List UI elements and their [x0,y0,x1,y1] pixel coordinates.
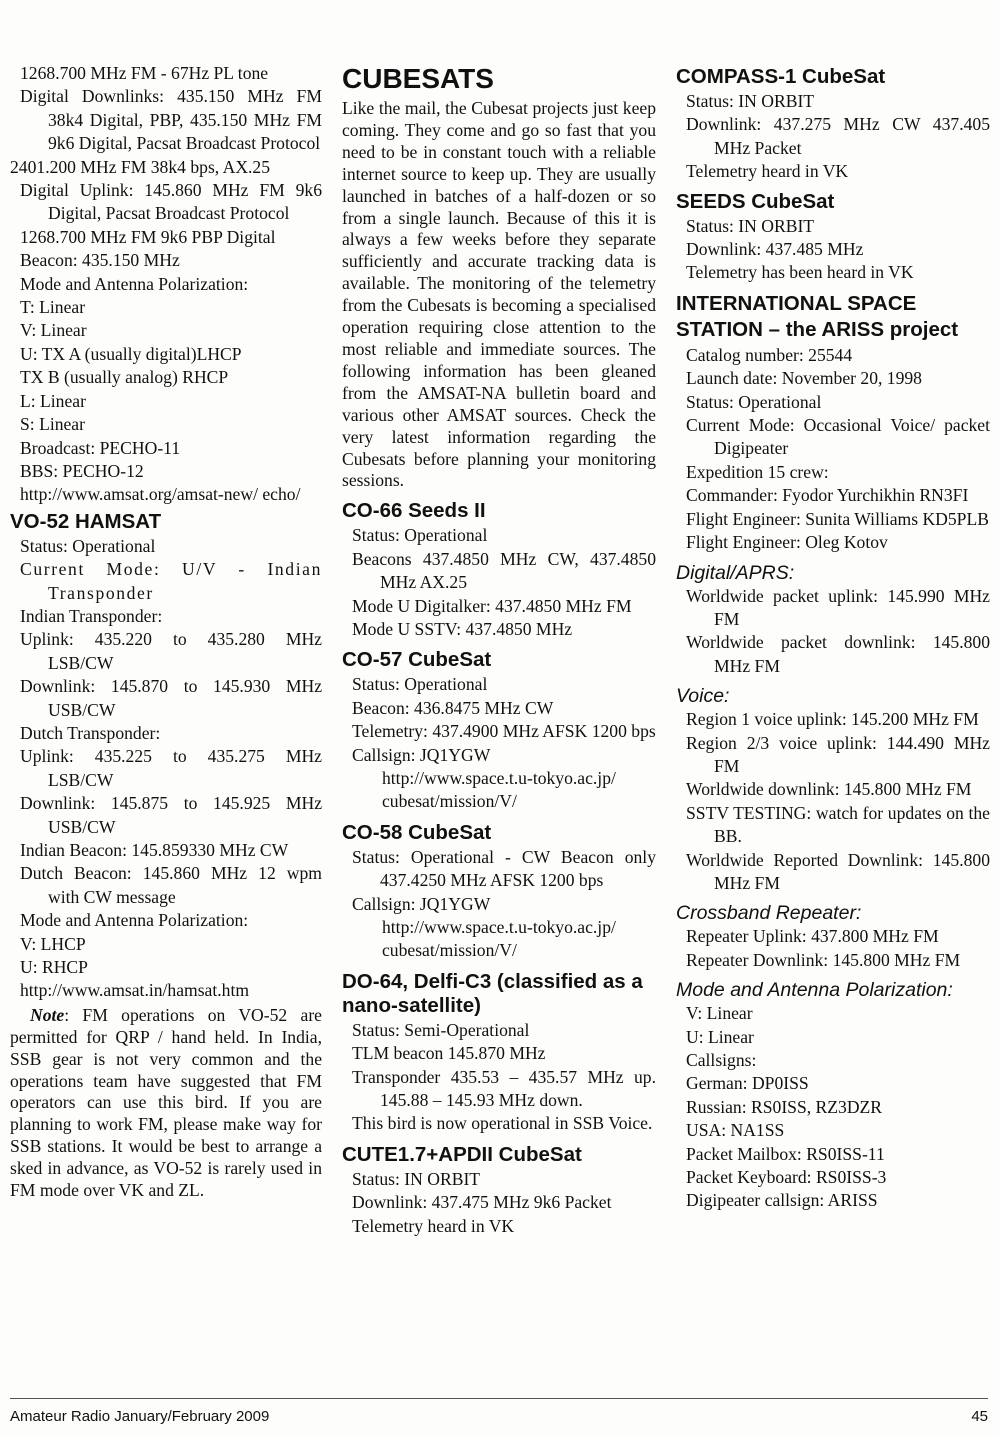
text-line: Digipeater callsign: ARISS [686,1190,878,1211]
text-line: Launch date: November 20, 1998 [686,368,922,389]
text-line: Dutch Beacon: 145.860 MHz 12 wpm with CW message [20,863,322,907]
text-line: Flight Engineer: Sunita Williams KD5PLB [686,508,989,529]
subheading-mode-polarization: Mode and Antenna Polarization: [676,979,953,1002]
text-line: Expedition 15 crew: [686,461,829,482]
text-line: Downlink: 145.870 to 145.930 MHz USB/CW [20,676,322,720]
text-line: Digital Uplink: 145.860 MHz FM 9k6 Digital, Pacsat Broadcast Protocol [20,180,322,224]
text-line: Status: Operational [686,391,822,412]
intro-paragraph: Like the mail, the Cubesat projects just keep coming. They come and go so fast that you need to be in constant touch with a reliable internet source to keep up. They are usually launched in batches of a half-dozen or so from a single launch. Because of this it is always a few weeks before they separate sufficiently and accurate tracking data is available. The monitoring of the telemetry from the Cubesats is becoming a specialised operation requiring close attention to the most reliable and immediate sources. The following information has been gleaned from the AMSAT-NA bulletin board and various other AMSAT sources. Check the very latest information regarding the Cubesats before planning your monitoring sessions. [342,98,656,491]
text-line: Repeater Uplink: 437.800 MHz FM [686,926,939,947]
text-line: Callsigns: [686,1050,757,1070]
text-line: Telemetry heard in VK [686,161,849,182]
publication-title: Amateur Radio January/February 2009 [10,1408,270,1425]
text-line: Transponder 435.53 – 435.57 MHz up. 145.88 – 145.93 MHz down. [352,1066,656,1111]
text-line: Broadcast: PECHO-11 [20,437,181,458]
section-heading-do64: DO-64, Delfi-C3 (classified as a nano-satellite) [342,969,643,1017]
text-line: Callsign: JQ1YGW [352,893,491,914]
text-line: V: LHCP [20,933,86,954]
url-link[interactable]: http://www.amsat.org/amsat-new/ echo/ [20,484,301,505]
text-line: Worldwide packet downlink: 145.800 MHz FM [686,632,990,676]
text-line: V: Linear [686,1003,753,1024]
text-line: Beacon: 435.150 MHz [20,250,180,271]
page-number: 45 [971,1408,988,1425]
text-line: Digital Downlinks: 435.150 MHz FM 38k4 Digital, PBP, 435.150 MHz FM 9k6 Digital, Pacsat Broadcast Protocol [20,86,322,154]
section-heading-compass: COMPASS-1 CubeSat [676,65,886,88]
section-heading-iss: INTERNATIONAL SPACE STATION – the ARISS project [676,291,959,341]
text-line: Status: Operational [352,525,488,546]
text-line: 2401.200 MHz FM 38k4 bps, AX.25 [10,156,271,177]
text-line: This bird is now operational in SSB Voice. [352,1113,653,1134]
text-line: Telemetry heard in VK [352,1215,515,1236]
text-line: Worldwide packet uplink: 145.990 MHz FM [686,585,990,629]
text-line: TLM beacon 145.870 MHz [352,1043,546,1064]
text-line: Downlink: 437.475 MHz 9k6 Packet [352,1192,612,1213]
text-line: Commander: Fyodor Yurchikhin RN3FI [686,485,969,506]
section-heading-co57: CO-57 CubeSat [342,648,492,672]
text-line: SSTV TESTING: watch for updates on the BB. [686,802,990,847]
page-footer [10,1398,988,1425]
text-line: L: Linear [20,390,86,411]
note-text: : FM operations on VO-52 are permitted for QRP / hand held. In India, SSB gear is not very common and the operations team have suggested that FM operators can use this bird. If you are planning to work FM, please make way for SSB stations. It would be best to arrange a sked in advance, as VO-52 is rarely used in FM mode over VK and ZL. [10,1004,322,1201]
text-line: Beacons 437.4850 MHz CW, 437.4850 MHz AX.25 [352,548,656,593]
url-link[interactable]: http://www.space.t.u-tokyo.ac.jp/ cubesat/mission/V/ [382,767,616,812]
text-line: Worldwide downlink: 145.800 MHz FM [686,779,972,800]
note-paragraph [10,1005,322,1202]
text-line: Dutch Transponder: [20,722,161,743]
text-line: Indian Beacon: 145.859330 MHz CW [20,840,289,860]
text-line: Status: Operational [20,535,156,556]
text-line: Status: Operational [352,674,488,695]
note-label: Note [30,1004,65,1025]
column-right [676,62,990,1213]
subheading-crossband: Crossband Repeater: [676,902,862,925]
text-line: S: Linear [20,414,85,435]
text-line: Telemetry: 437.4900 MHz AFSK 1200 bps [352,721,656,742]
text-line: U: Linear [686,1026,754,1047]
text-line: BBS: PECHO-12 [20,460,144,481]
text-line: Uplink: 435.225 to 435.275 MHz LSB/CW [20,746,322,790]
section-heading-co66: CO-66 Seeds II [342,499,486,523]
text-line: Downlink: 437.485 MHz [686,239,864,260]
text-line: Repeater Downlink: 145.800 MHz FM [686,949,961,970]
text-line: Beacon: 436.8475 MHz CW [352,697,554,718]
text-line: Mode U SSTV: 437.4850 MHz [352,618,573,639]
section-heading-seeds: SEEDS CubeSat [676,189,835,213]
section-heading-vo52: VO-52 HAMSAT [10,509,162,533]
text-line: Status: Semi-Operational [352,1019,530,1040]
text-line: U: TX A (usually digital)LHCP [20,343,242,364]
subheading-digital-aprs: Digital/APRS: [676,561,795,584]
text-line: Worldwide Reported Downlink: 145.800 MHz FM [686,849,990,893]
text-line: Status: IN ORBIT [352,1168,481,1189]
column-middle [342,62,656,1238]
text-line: Flight Engineer: Oleg Kotov [686,532,888,553]
text-line: Status: IN ORBIT [686,215,815,236]
text-line: Downlink: 437.275 MHz CW 437.405 MHz Packet [686,114,990,158]
text-line: 1268.700 MHz FM 9k6 PBP Digital [20,226,276,247]
text-line: U: RHCP [20,957,88,978]
text-line: Telemetry has been heard in VK [686,262,914,283]
text-line: Packet Keyboard: RS0ISS-3 [686,1167,887,1188]
text-line: 1268.700 MHz FM - 67Hz PL tone [20,63,269,83]
section-heading-co58: CO-58 CubeSat [342,820,492,844]
text-line: USA: NA1SS [686,1120,785,1141]
text-line: German: DP0ISS [686,1073,809,1094]
text-line: Status: Operational - CW Beacon only 437.4250 MHz AFSK 1200 bps [352,846,656,891]
text-line: Mode and Antenna Polarization: [20,273,249,294]
text-line: Region 1 voice uplink: 145.200 MHz FM [686,709,979,730]
text-line: TX B (usually analog) RHCP [20,367,229,388]
text-line: Current Mode: Occasional Voice/ packet Digipeater [686,415,990,459]
section-heading-cute: CUTE1.7+APDII CubeSat [342,1142,582,1166]
url-link[interactable]: http://www.space.t.u-tokyo.ac.jp/ cubesat/mission/V/ [382,917,616,961]
text-line: Mode U Digitalker: 437.4850 MHz FM [352,595,632,616]
text-line: Uplink: 435.220 to 435.280 MHz LSB/CW [20,629,322,673]
text-line: Catalog number: 25544 [686,344,853,365]
url-link[interactable]: http://www.amsat.in/hamsat.htm [20,980,250,1001]
text-line: Mode and Antenna Polarization: [20,910,249,931]
text-line: T: Linear [20,297,86,318]
text-line: Region 2/3 voice uplink: 144.490 MHz FM [686,732,990,776]
text-line: V: Linear [20,320,87,341]
text-line: Russian: RS0ISS, RZ3DZR [686,1096,883,1117]
page-title: CUBESATS [342,63,494,94]
text-line: Status: IN ORBIT [686,91,815,111]
text-line: Callsign: JQ1YGW [352,744,491,765]
subheading-voice: Voice: [676,685,730,708]
column-left [10,62,322,1202]
text-line: Packet Mailbox: RS0ISS-11 [686,1143,885,1164]
text-line: Downlink: 145.875 to 145.925 MHz USB/CW [20,793,322,837]
text-line: Indian Transponder: [20,605,163,626]
text-line: Current Mode: U/V - Indian Transponder [20,559,322,603]
